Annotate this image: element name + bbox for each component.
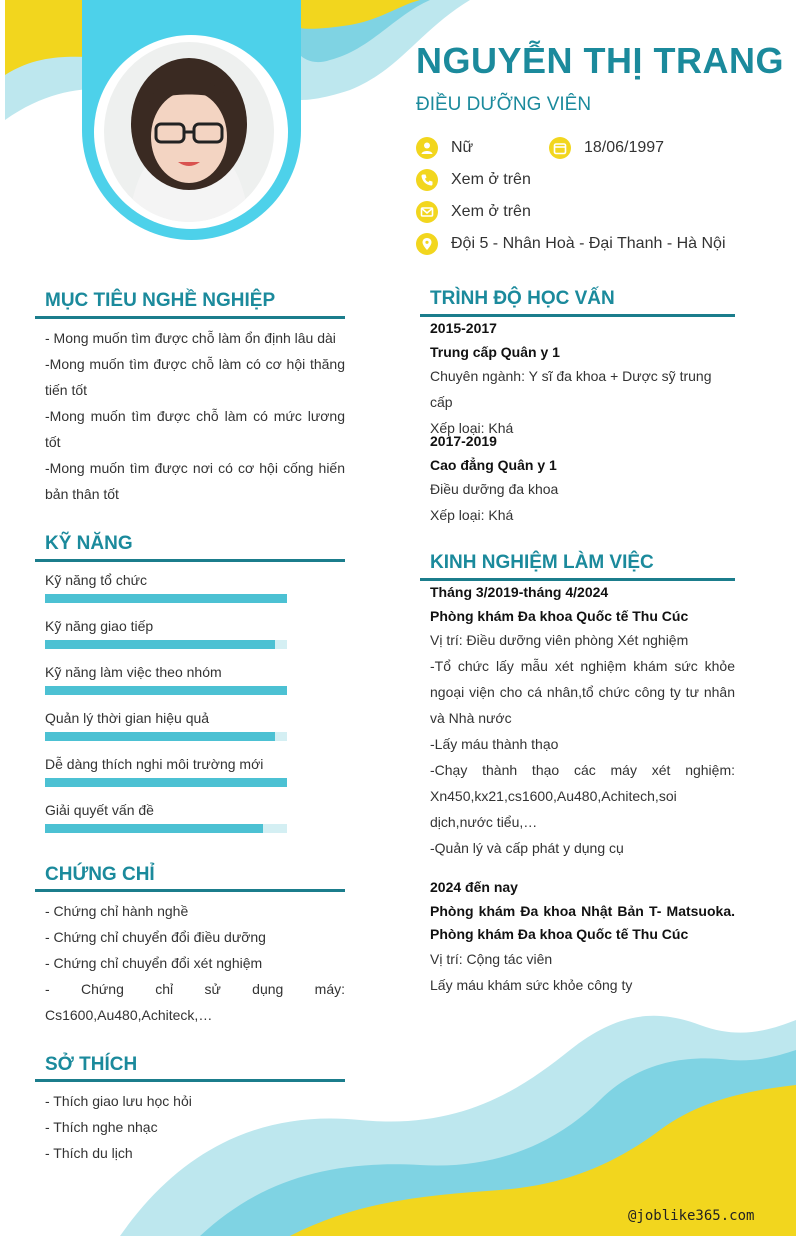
hobby-item: - Thích giao lưu học hỏi xyxy=(45,1093,192,1109)
experience-entry xyxy=(430,580,735,861)
birthday-row xyxy=(549,137,664,159)
certificate-item: - Chứng chỉ chuyển đổi xét nghiệm xyxy=(45,955,263,971)
skills-divider xyxy=(35,559,345,562)
experience-line: -Lấy máu thành thạo xyxy=(430,736,559,752)
objective-line: -Mong muốn tìm được nơi có cơ hội cống hiến bản thân tốt xyxy=(45,460,345,502)
skill-bar-fill xyxy=(45,640,275,649)
skill-bar xyxy=(45,732,287,741)
email-value: Xem ở trên xyxy=(451,203,531,220)
education-school: Trung cấp Quân y 1 xyxy=(430,344,560,360)
skill-label: Kỹ năng tổ chức xyxy=(45,572,147,588)
hobby-item: - Thích nghe nhạc xyxy=(45,1119,158,1135)
education-period: 2015-2017 xyxy=(430,320,497,336)
experience-company: Phòng khám Đa khoa Nhật Bản T- Matsuoka. Phòng khám Đa khoa Quốc tế Thu Cúc xyxy=(430,903,735,942)
phone-row xyxy=(416,169,531,191)
experience-line: Vị trí: Điều dưỡng viên phòng Xét nghiệm xyxy=(430,632,689,648)
skill-bar-fill xyxy=(45,732,275,741)
education-detail: Chuyên ngành: Y sĩ đa khoa + Dược sỹ trung cấp xyxy=(430,368,712,410)
skill-bar xyxy=(45,594,287,603)
skill-bar xyxy=(45,778,287,787)
calendar-icon xyxy=(549,137,571,159)
envelope-icon xyxy=(416,201,438,223)
objective-line: - Mong muốn tìm được chỗ làm ổn định lâu dài xyxy=(45,330,336,346)
skill-label: Giải quyết vấn đề xyxy=(45,802,154,818)
education-detail: Xếp loại: Khá xyxy=(430,420,514,436)
experience-entry xyxy=(430,875,735,998)
hobby-item: - Thích du lịch xyxy=(45,1145,133,1161)
education-heading: TRÌNH ĐỘ HỌC VẤN xyxy=(430,288,615,309)
objective-line: -Mong muốn tìm được chỗ làm có cơ hội thăng tiến tốt xyxy=(45,356,345,398)
education-detail: Điều dưỡng đa khoa xyxy=(430,481,559,497)
skill-bar-fill xyxy=(45,686,287,695)
phone-icon xyxy=(416,169,438,191)
education-school: Cao đẳng Quân y 1 xyxy=(430,457,557,473)
certificates-list xyxy=(45,898,345,1028)
skill-bar-fill xyxy=(45,594,287,603)
avatar-photo xyxy=(104,42,274,222)
watermark-text: @joblike365.com xyxy=(628,1208,755,1224)
address-value: Đội 5 - Nhân Hoà - Đại Thanh - Hà Nội xyxy=(451,235,726,252)
birthday-value: 18/06/1997 xyxy=(584,139,665,156)
skill-label: Quản lý thời gian hiệu quả xyxy=(45,710,210,726)
experience-line: Lấy máu khám sức khỏe công ty xyxy=(430,977,633,993)
objective-heading: MỤC TIÊU NGHỀ NGHIỆP xyxy=(45,290,276,311)
objective-line: -Mong muốn tìm được chỗ làm có mức lương tốt xyxy=(45,408,345,450)
gender-row xyxy=(416,137,473,159)
skill-bar xyxy=(45,640,287,649)
hobbies-divider xyxy=(35,1079,345,1082)
experience-period: Tháng 3/2019-tháng 4/2024 xyxy=(430,584,609,600)
education-entry xyxy=(430,429,735,528)
experience-period: 2024 đến nay xyxy=(430,879,518,895)
skill-bar xyxy=(45,686,287,695)
skill-label: Dễ dàng thích nghi môi trường mới xyxy=(45,756,264,772)
objective-text xyxy=(45,325,345,507)
person-icon xyxy=(416,137,438,159)
education-period: 2017-2019 xyxy=(430,433,497,449)
experience-line: Vị trí: Cộng tác viên xyxy=(430,951,553,967)
objective-divider xyxy=(35,316,345,319)
certificate-item: - Chứng chỉ chuyển đổi điều dưỡng xyxy=(45,929,266,945)
certificates-heading: CHỨNG CHỈ xyxy=(45,864,155,885)
education-entry xyxy=(430,316,735,441)
experience-heading: KINH NGHIỆM LÀM VIỆC xyxy=(430,552,654,573)
experience-line: -Chạy thành thạo các máy xét nghiệm: Xn450,kx21,cs1600,Au480,Achitech,soi dịch,nước tiểu,… xyxy=(430,762,735,830)
skill-label: Kỹ năng giao tiếp xyxy=(45,618,154,634)
phone-value: Xem ở trên xyxy=(451,171,531,188)
certificate-item: - Chứng chỉ hành nghề xyxy=(45,903,189,919)
skill-bar xyxy=(45,824,287,833)
address-row xyxy=(416,233,726,255)
location-pin-icon xyxy=(416,233,438,255)
experience-company: Phòng khám Đa khoa Quốc tế Thu Cúc xyxy=(430,608,689,624)
experience-line: -Tổ chức lấy mẫu xét nghiệm khám sức khỏe ngoại viện cho cá nhân,tổ chức công ty tư nhân và Nhà nước xyxy=(430,658,735,726)
email-row xyxy=(416,201,531,223)
skill-bar-fill xyxy=(45,778,287,787)
certificate-item: - Chứng chỉ sử dụng máy: Cs1600,Au480,Achiteck,… xyxy=(45,981,345,1023)
hobbies-heading: SỞ THÍCH xyxy=(45,1054,138,1075)
candidate-name: NGUYỄN THỊ TRANG xyxy=(416,40,784,81)
job-title: ĐIỀU DƯỠNG VIÊN xyxy=(416,94,592,115)
experience-line: -Quản lý và cấp phát y dụng cụ xyxy=(430,840,624,856)
gender-value: Nữ xyxy=(451,139,474,156)
certificates-divider xyxy=(35,889,345,892)
skill-bar-fill xyxy=(45,824,263,833)
education-detail: Xếp loại: Khá xyxy=(430,507,514,523)
hobbies-list xyxy=(45,1088,345,1166)
skills-heading: KỸ NĂNG xyxy=(45,533,133,554)
skill-label: Kỹ năng làm việc theo nhóm xyxy=(45,664,222,680)
